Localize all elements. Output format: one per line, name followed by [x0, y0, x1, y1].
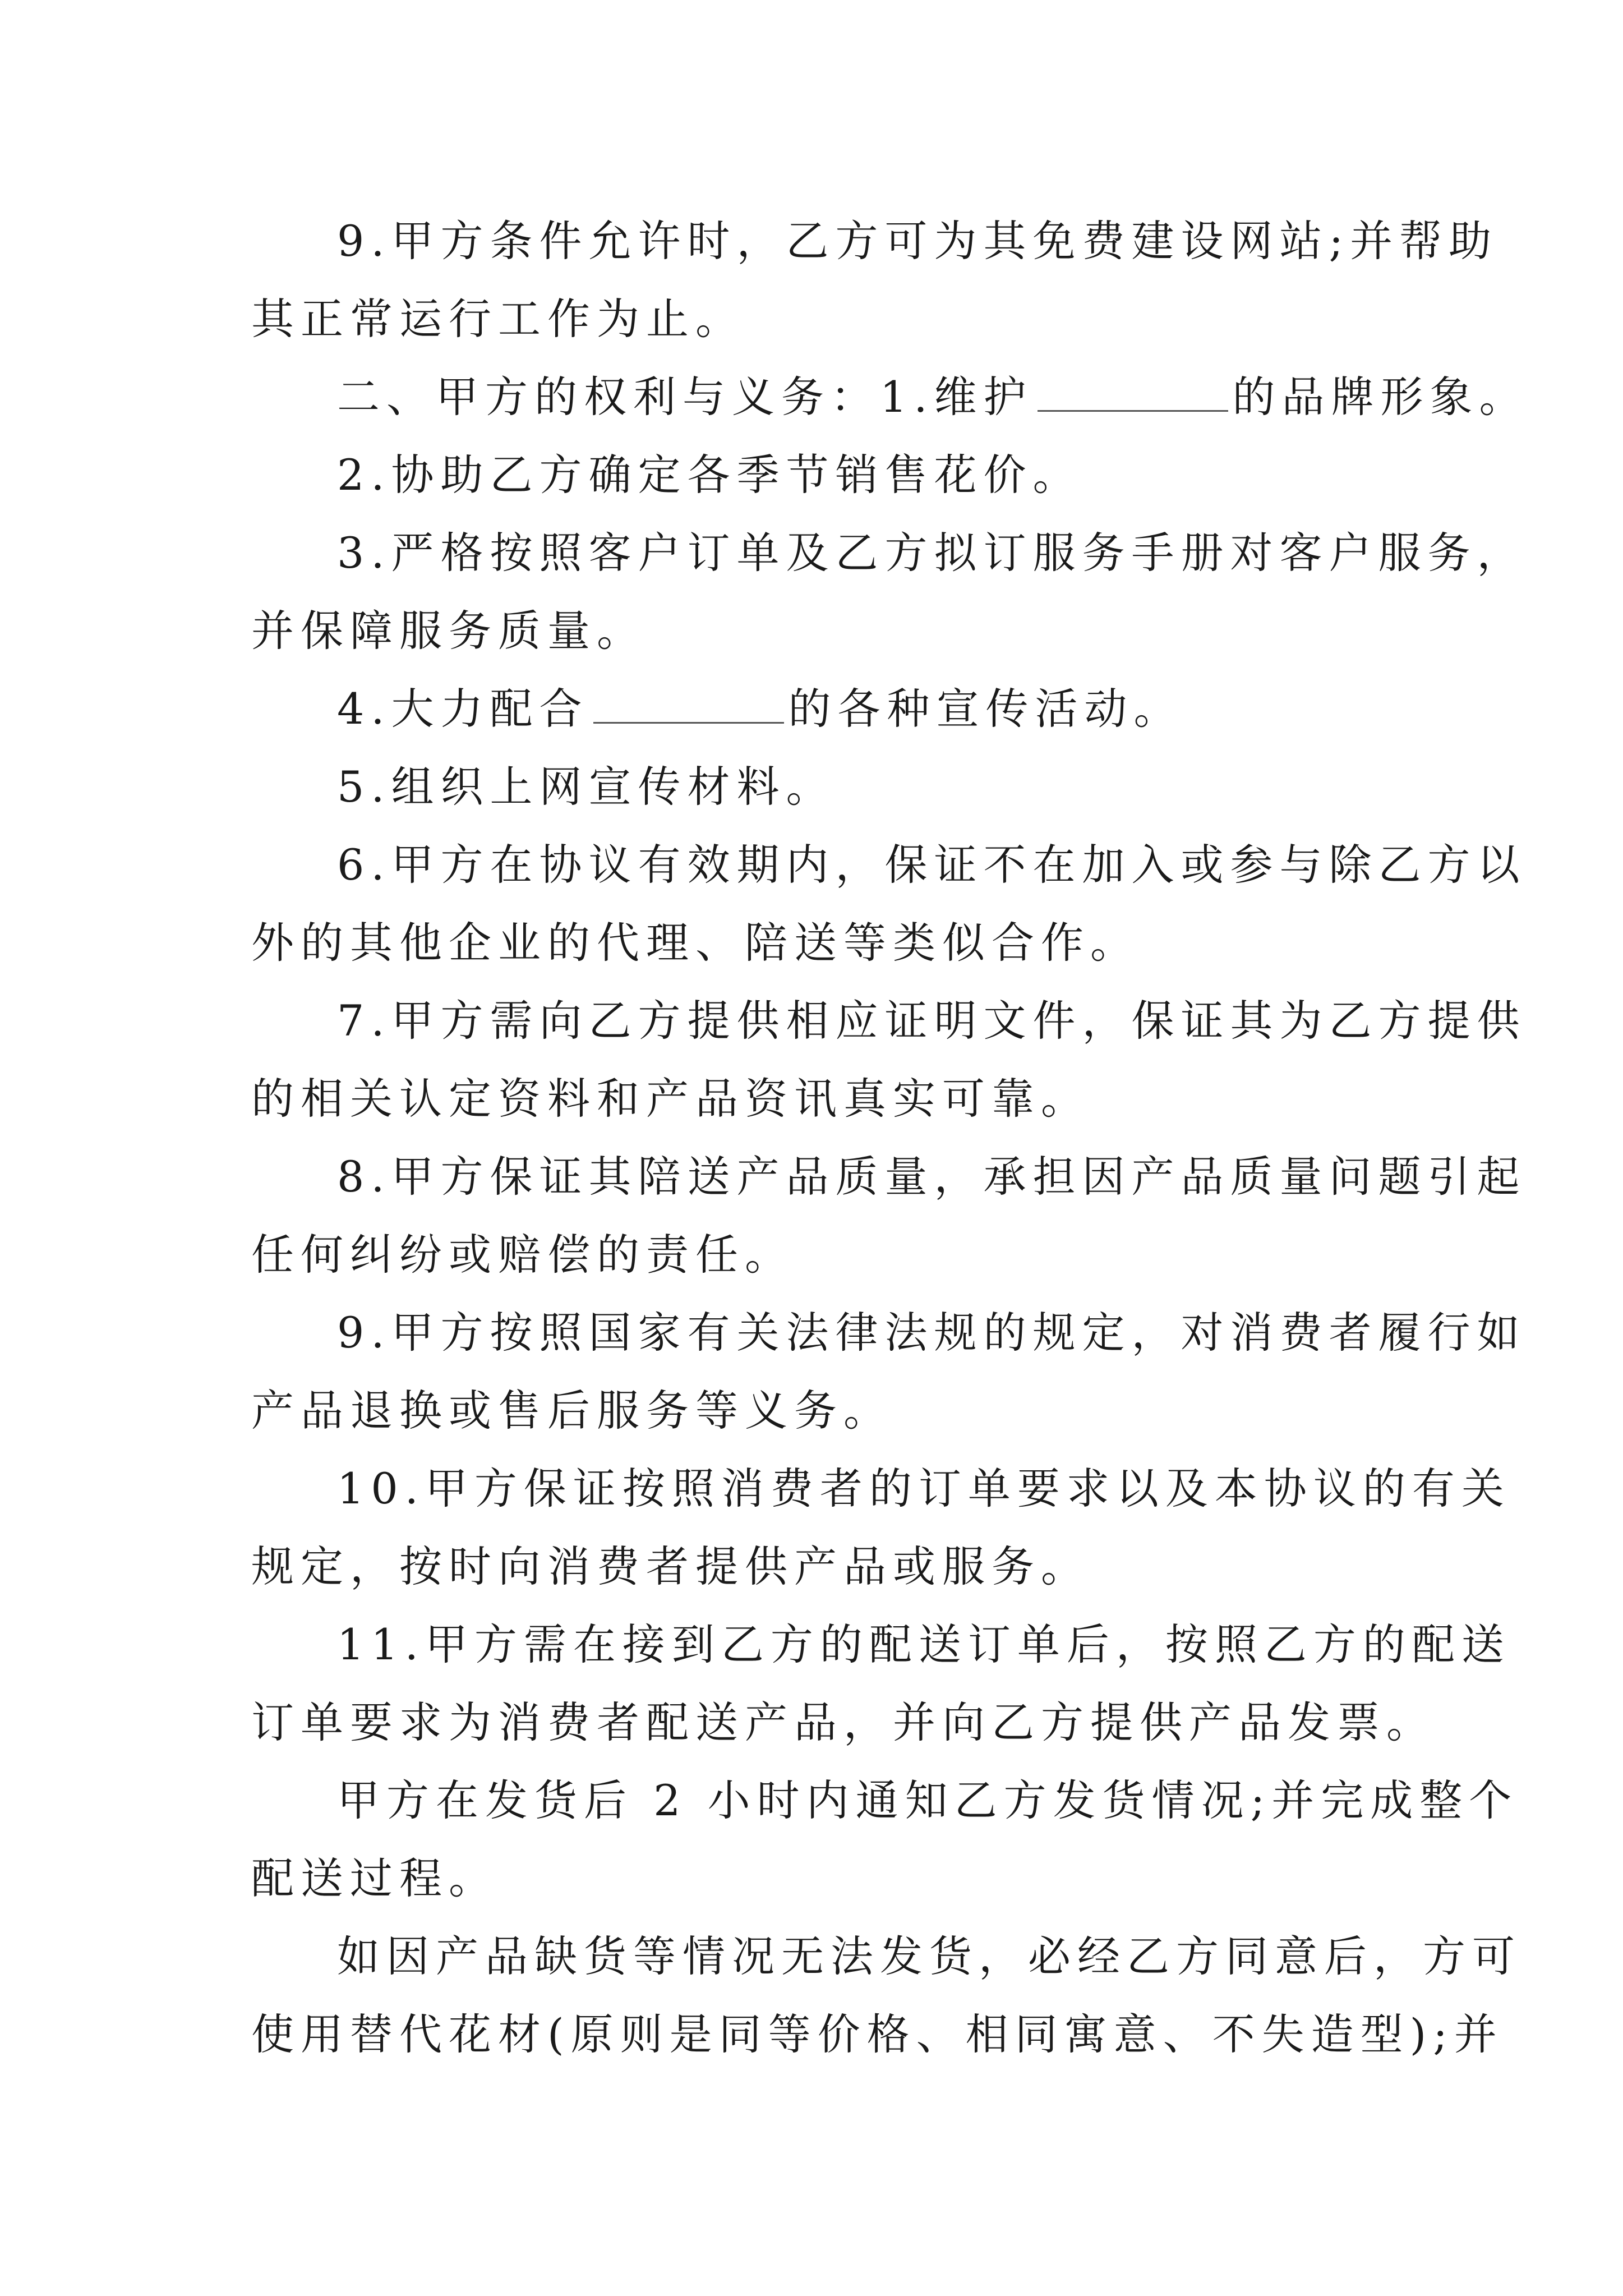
clause-line: 外的其他企业的代理、陪送等类似合作。 [251, 918, 1140, 968]
clause-line: 6.甲方在协议有效期内，保证不在加入或参与除乙方以 [337, 840, 1527, 890]
clause-line: 其正常运行工作为止。 [251, 294, 745, 344]
document-page [251, 202, 1529, 2073]
clause-line: 5.组织上网宣传材料。 [337, 762, 836, 812]
clause-text: 的品牌形象。 [1232, 372, 1529, 422]
clause-line: 如因产品缺货等情况无法发货，必经乙方同意后，方可 [337, 1931, 1521, 1981]
clause-line: 的相关认定资料和产品资讯真实可靠。 [251, 1074, 1090, 1124]
clause-line: 2.协助乙方确定各季节销售花价。 [337, 450, 1082, 500]
clause-line: 7.甲方需向乙方提供相应证明文件，保证其为乙方提供 [337, 996, 1527, 1046]
clause-line: 任何纠纷或赔偿的责任。 [251, 1230, 794, 1280]
clause-line-with-blank [251, 670, 1395, 748]
fill-in-blank[interactable] [593, 683, 784, 724]
clause-text: 4.大力配合 [337, 684, 589, 734]
clause-line: 使用替代花材(原则是同等价格、相同寓意、不失造型);并 [251, 2009, 1504, 2059]
clause-line: 9.甲方条件允许时，乙方可为其免费建设网站;并帮助 [337, 216, 1498, 266]
clause-line: 9.甲方按照国家有关法律法规的规定，对消费者履行如 [337, 1308, 1527, 1358]
clause-line: 规定，按时向消费者提供产品或服务。 [251, 1542, 1090, 1591]
clause-line: 订单要求为消费者配送产品，并向乙方提供产品发票。 [251, 1697, 1436, 1747]
clause-line: 配送过程。 [251, 1853, 498, 1903]
clause-line: 8.甲方保证其陪送产品质量，承担因产品质量问题引起 [337, 1152, 1527, 1202]
section-heading-line [251, 358, 1529, 436]
clause-line: 并保障服务质量。 [251, 606, 646, 656]
clause-line: 甲方在发货后 2 小时内通知乙方发货情况;并完成整个 [337, 1775, 1519, 1825]
fill-in-blank[interactable] [1038, 371, 1228, 412]
clause-line: 3.严格按照客户订单及乙方拟订服务手册对客户服务， [337, 528, 1527, 578]
clause-line: 10.甲方保证按照消费者的订单要求以及本协议的有关 [337, 1464, 1511, 1513]
clause-text: 的各种宣传活动。 [788, 684, 1183, 734]
clause-line: 11.甲方需在接到乙方的配送订单后，按照乙方的配送 [337, 1619, 1511, 1669]
section-heading-text: 二、甲方的权利与义务：1.维护 [337, 372, 1033, 422]
clause-line: 产品退换或售后服务等义务。 [251, 1386, 893, 1435]
